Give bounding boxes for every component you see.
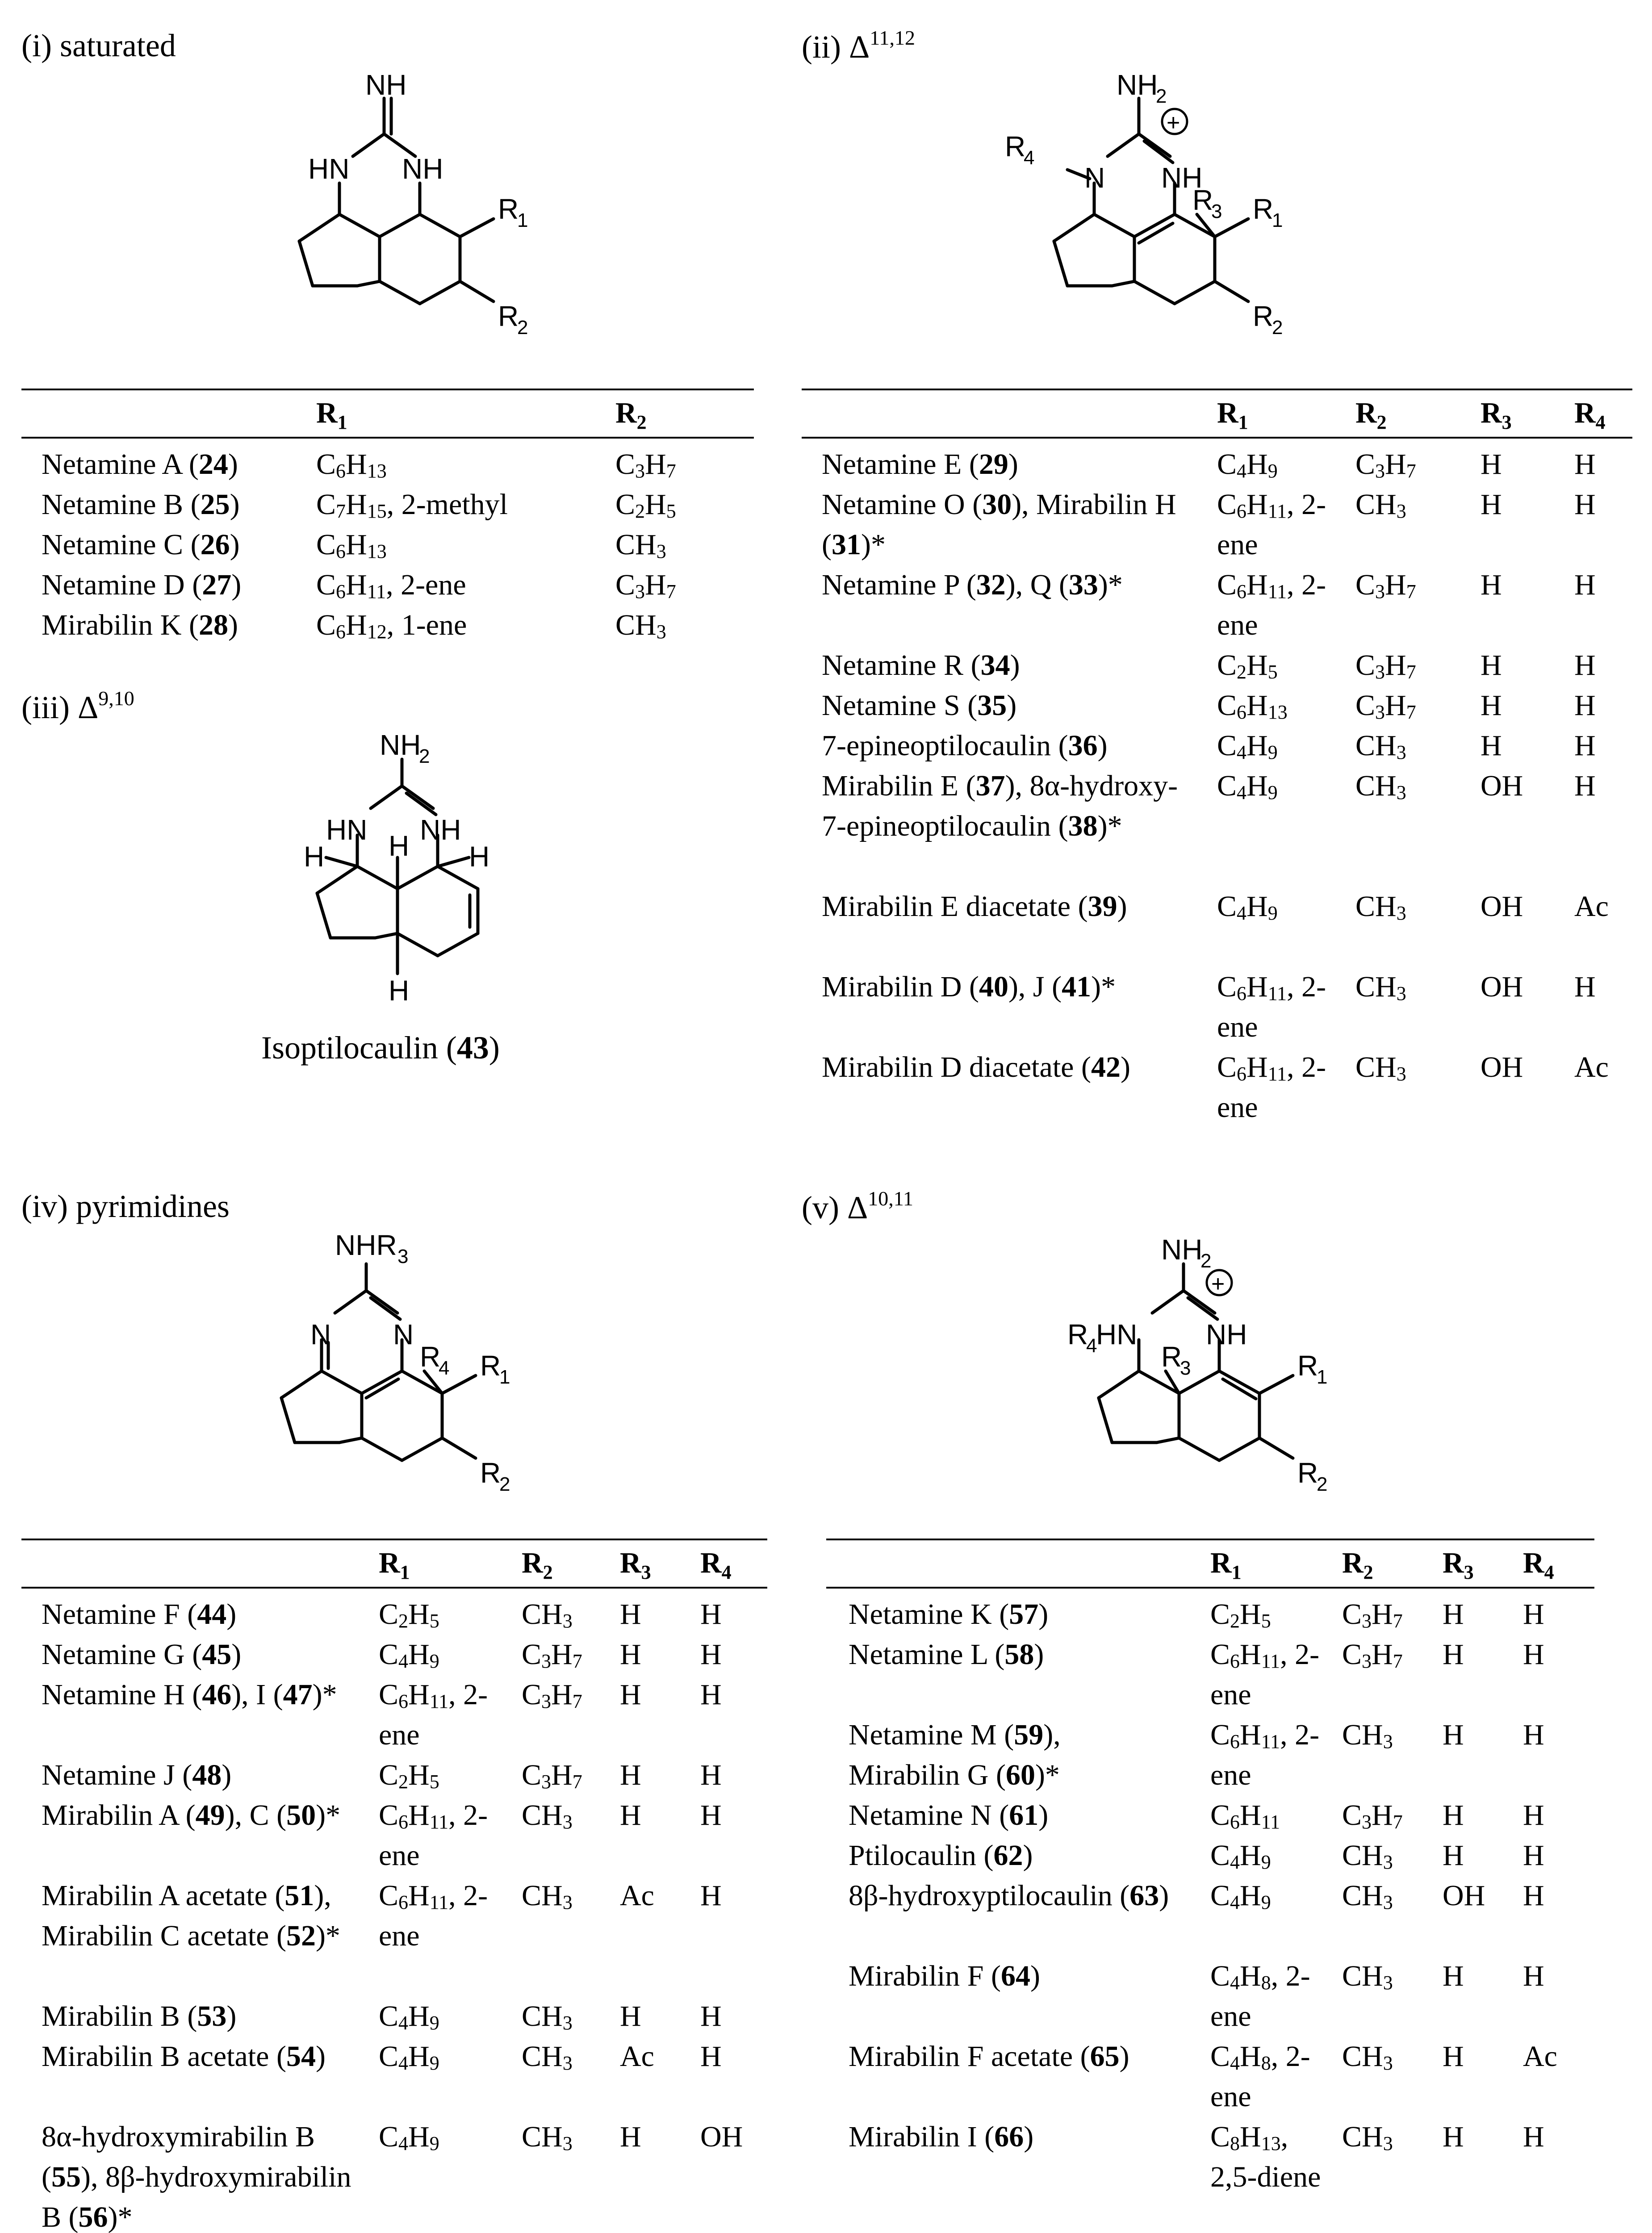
section-title-iv: (iv) pyrimidines xyxy=(21,1188,230,1224)
svg-text:R: R xyxy=(1161,1341,1182,1373)
cell-r3: H xyxy=(1481,649,1502,682)
cell-r1: $C_4H_9$ xyxy=(1217,890,1278,924)
svg-text:3: 3 xyxy=(397,1246,409,1267)
cell-r3: H xyxy=(620,2120,641,2153)
cell-r3: H xyxy=(1481,569,1502,601)
section-title-iii: (iii) Δ$^{9,10}$ xyxy=(21,687,134,725)
compound-name: Mirabilin E diacetate (39) xyxy=(822,890,1127,923)
cell-r4: H xyxy=(1574,689,1596,722)
cell-r4: H xyxy=(700,1638,722,1671)
svg-text:3: 3 xyxy=(1211,201,1222,222)
cell-r2: $C_3H_7$ xyxy=(522,1678,582,1712)
cell-r2: $C_3H_7$ xyxy=(615,448,676,482)
table-row xyxy=(826,2117,1594,2233)
svg-text:NH: NH xyxy=(402,153,443,185)
cell-r1: $C_6H_{11}$, 2-ene xyxy=(316,569,466,602)
table-top-rule xyxy=(802,389,1632,390)
cell-r3: OH xyxy=(1481,769,1523,802)
column-header-r1: $R_1$ xyxy=(316,397,347,434)
svg-text:H: H xyxy=(389,974,410,1007)
svg-text:2: 2 xyxy=(1272,317,1283,339)
cell-r2: $CH_3$ xyxy=(1342,2040,1393,2074)
cell-r1: $C_6H_{11}$ xyxy=(1210,1799,1280,1833)
cell-r2: $CH_3$ xyxy=(615,528,666,562)
svg-text:NHR: NHR xyxy=(335,1229,397,1261)
cell-r1: $C_6H_{12}$, 1-ene xyxy=(316,609,467,643)
svg-text:NH: NH xyxy=(1161,162,1203,194)
table-row xyxy=(826,1594,1594,1635)
cell-r4: H xyxy=(1574,970,1596,1003)
cell-r3: H xyxy=(620,1799,641,1832)
column-header-r1: $R_1$ xyxy=(1217,397,1248,434)
column-header-r2: $R_2$ xyxy=(522,1547,553,1584)
cell-r1: $C_4H_9$ xyxy=(379,2120,439,2154)
cell-r4: H xyxy=(1523,1839,1544,1872)
compound-name: Netamine C (26) xyxy=(42,528,240,561)
cell-r4: H xyxy=(700,1799,722,1832)
cell-r1: $C_6H_{11}$, 2-ene xyxy=(1217,488,1326,561)
cell-r3: Ac xyxy=(620,2040,654,2073)
svg-text:2: 2 xyxy=(499,1473,510,1495)
table-row xyxy=(826,1715,1594,1795)
compound-name: Mirabilin D diacetate (42) xyxy=(822,1051,1130,1083)
table-row xyxy=(802,766,1632,887)
compound-name: Ptilocaulin (62) xyxy=(849,1839,1033,1872)
cell-r1: $C_4H_9$ xyxy=(379,2040,439,2074)
cell-r4: H xyxy=(1574,769,1596,802)
svg-text:2: 2 xyxy=(1156,85,1167,107)
svg-text:NH: NH xyxy=(420,814,461,846)
cell-r3: H xyxy=(1443,1638,1464,1671)
compound-name: Netamine D (27) xyxy=(42,569,242,601)
table-pyrimidines xyxy=(21,1539,767,2233)
table-row xyxy=(21,1594,767,1635)
table-delta-11-12 xyxy=(802,389,1632,1148)
cell-r4: H xyxy=(1523,1598,1544,1631)
structure-delta-11-12 xyxy=(1005,71,1362,357)
cell-r3: H xyxy=(620,1759,641,1791)
cell-r4: H xyxy=(1574,488,1596,521)
compound-name: Netamine H (46), I (47)* xyxy=(42,1678,337,1711)
svg-text:H: H xyxy=(389,830,410,862)
cell-r4: H xyxy=(700,2040,722,2073)
cell-r3: H xyxy=(1443,1839,1464,1872)
compound-name: Mirabilin A acetate (51), Mirabilin C acetate (52)* xyxy=(42,1879,340,1952)
svg-text:R: R xyxy=(498,193,519,225)
svg-text:R: R xyxy=(1253,300,1274,332)
compound-name: 7-epineoptilocaulin (36) xyxy=(822,729,1108,762)
svg-text:1: 1 xyxy=(1272,209,1283,231)
cell-r1: $C_2H_5$ xyxy=(1217,649,1278,683)
cell-r4: H xyxy=(1523,1879,1544,1912)
table-top-rule xyxy=(21,389,754,390)
table-row xyxy=(802,686,1632,726)
cell-r3: H xyxy=(1481,729,1502,762)
cell-r1: $C_2H_5$ xyxy=(379,1759,439,1793)
svg-text:+: + xyxy=(1211,1271,1225,1297)
cell-r2: $C_3H_7$ xyxy=(522,1638,582,1672)
compound-name: 8α-hydroxymirabilin B (55), 8β-hydroxymirabilin B (56)* xyxy=(42,2120,351,2233)
cell-r4: Ac xyxy=(1523,2040,1557,2073)
cell-r2: $CH_3$ xyxy=(1355,769,1406,803)
cell-r4: H xyxy=(700,1598,722,1631)
svg-text:+: + xyxy=(1167,110,1180,136)
cell-r2: $C_3H_7$ xyxy=(1342,1598,1403,1632)
compound-name: Netamine O (30), Mirabilin H (31)* xyxy=(822,488,1176,561)
svg-text:NH: NH xyxy=(1117,69,1158,101)
cell-r4: OH xyxy=(700,2120,743,2153)
svg-text:R: R xyxy=(1192,184,1213,216)
table-row xyxy=(21,1996,767,2036)
cell-r3: H xyxy=(1443,2120,1464,2153)
cell-r4: H xyxy=(1574,729,1596,762)
cell-r2: $C_3H_7$ xyxy=(522,1759,582,1793)
svg-text:HN: HN xyxy=(308,153,350,185)
cell-r4: H xyxy=(1574,569,1596,601)
table-delta-10-11 xyxy=(826,1539,1594,2233)
table-row xyxy=(826,1956,1594,2036)
svg-text:2: 2 xyxy=(1200,1250,1212,1272)
svg-text:R: R xyxy=(480,1350,501,1382)
svg-text:H: H xyxy=(304,841,325,873)
cell-r3: H xyxy=(1443,1598,1464,1631)
svg-text:1: 1 xyxy=(499,1366,510,1388)
cell-r1: $C_6H_{11}$, 2-ene xyxy=(379,1678,488,1751)
table-row xyxy=(826,1876,1594,1956)
cell-r3: H xyxy=(620,1598,641,1631)
svg-text:NH: NH xyxy=(1161,1234,1203,1266)
table-row xyxy=(826,2036,1594,2117)
table-row xyxy=(21,565,754,605)
cell-r1: $C_6H_{13}$ xyxy=(316,448,387,482)
cell-r3: H xyxy=(1481,488,1502,521)
svg-text:R: R xyxy=(1297,1350,1318,1382)
cell-r2: $C_3H_7$ xyxy=(1342,1638,1403,1672)
cell-r4: H xyxy=(700,1678,722,1711)
cell-r1: $C_6H_{11}$, 2-ene xyxy=(1217,1051,1326,1124)
svg-text:H: H xyxy=(469,841,490,873)
compound-name: Netamine F (44) xyxy=(42,1598,237,1631)
compound-name: Mirabilin F (64) xyxy=(849,1960,1040,1992)
table-header-rule xyxy=(826,1587,1594,1589)
table-row xyxy=(802,485,1632,565)
compound-name: Netamine R (34) xyxy=(822,649,1020,682)
structure-pyrimidine xyxy=(232,1228,572,1514)
svg-text:4: 4 xyxy=(439,1357,450,1379)
table-row xyxy=(826,1635,1594,1715)
cell-r3: H xyxy=(1481,448,1502,481)
cell-r2: $C_3H_7$ xyxy=(615,569,676,602)
cell-r1: $C_4H_9$ xyxy=(1217,729,1278,763)
table-row xyxy=(802,444,1632,485)
cell-r1: $C_4H_8$, 2-ene xyxy=(1210,2040,1310,2113)
column-header-r1: $R_1$ xyxy=(379,1547,410,1584)
svg-text:2: 2 xyxy=(419,745,430,767)
cell-r2: $CH_3$ xyxy=(1355,1051,1406,1085)
cell-r2: $CH_3$ xyxy=(1355,970,1406,1004)
svg-text:2: 2 xyxy=(1317,1473,1328,1495)
svg-text:4: 4 xyxy=(1024,147,1035,169)
svg-text:NH: NH xyxy=(365,69,407,101)
table-row xyxy=(802,645,1632,686)
cell-r3: H xyxy=(1481,689,1502,722)
compound-name: Mirabilin F acetate (65) xyxy=(849,2040,1129,2073)
cell-r3: H xyxy=(1443,1960,1464,1992)
compound-name: Mirabilin K (28) xyxy=(42,609,238,641)
compound-name: 8β-hydroxyptilocaulin (63) xyxy=(849,1879,1169,1912)
column-header-r4: $R_4$ xyxy=(1523,1547,1554,1584)
table-row xyxy=(21,2117,767,2233)
structure-delta-10-11 xyxy=(1050,1228,1389,1514)
svg-text:R: R xyxy=(480,1457,501,1489)
cell-r3: H xyxy=(1443,2040,1464,2073)
table-row xyxy=(21,525,754,565)
cell-r2: $C_3H_7$ xyxy=(1355,448,1416,482)
cell-r4: H xyxy=(1523,2120,1544,2153)
cell-r2: $CH_3$ xyxy=(1355,890,1406,924)
cell-r3: H xyxy=(620,1638,641,1671)
cell-r1: $C_4H_9$ xyxy=(1210,1879,1271,1913)
svg-text:4: 4 xyxy=(1086,1335,1097,1357)
cell-r2: $CH_3$ xyxy=(522,1598,573,1632)
column-header-r4: $R_4$ xyxy=(1574,397,1606,434)
section-title-ii: (ii) Δ$^{11,12}$ xyxy=(802,26,916,65)
section-title-i: (i) saturated xyxy=(21,28,176,63)
cell-r4: Ac xyxy=(1574,890,1609,923)
table-row xyxy=(802,1047,1632,1128)
table-row xyxy=(802,887,1632,967)
cell-r2: $CH_3$ xyxy=(522,1879,573,1913)
table-row xyxy=(21,1755,767,1795)
cell-r2: $CH_3$ xyxy=(615,609,666,643)
svg-text:N: N xyxy=(393,1318,414,1351)
column-header-r1: $R_1$ xyxy=(1210,1547,1242,1584)
cell-r4: H xyxy=(1523,1638,1544,1671)
cell-r2: $CH_3$ xyxy=(1342,1839,1393,1873)
cell-r2: $C_3H_7$ xyxy=(1355,569,1416,602)
column-header-r3: $R_3$ xyxy=(1481,397,1512,434)
cell-r3: OH xyxy=(1481,970,1523,1003)
cell-r2: $CH_3$ xyxy=(522,1799,573,1833)
svg-text:1: 1 xyxy=(517,209,528,231)
compound-name: Netamine N (61) xyxy=(849,1799,1049,1832)
compound-name: Netamine E (29) xyxy=(822,448,1018,481)
compound-name: Netamine L (58) xyxy=(849,1638,1044,1671)
cell-r2: $C_2H_5$ xyxy=(615,488,676,522)
table-row xyxy=(826,1795,1594,1836)
svg-text:N: N xyxy=(310,1318,331,1351)
cell-r4: Ac xyxy=(1574,1051,1609,1083)
svg-text:R: R xyxy=(1297,1457,1318,1489)
compound-name: Mirabilin I (66) xyxy=(849,2120,1034,2153)
cell-r2: $C_3H_7$ xyxy=(1355,649,1416,683)
compound-name: Netamine K (57) xyxy=(849,1598,1049,1631)
column-header-r4: $R_4$ xyxy=(700,1547,732,1584)
cell-r1: $C_4H_9$ xyxy=(379,1638,439,1672)
cell-r3: OH xyxy=(1443,1879,1485,1912)
cell-r4: H xyxy=(1523,1960,1544,1992)
caption-isoptilocaulin: Isoptilocaulin (43) xyxy=(261,1030,500,1066)
compound-name: Mirabilin D (40), J (41)* xyxy=(822,970,1116,1003)
svg-text:3: 3 xyxy=(1180,1357,1191,1379)
cell-r1: $C_4H_8$, 2-ene xyxy=(1210,1960,1310,2032)
cell-r1: $C_6H_{11}$, 2-ene xyxy=(1210,1638,1320,1711)
table-saturated xyxy=(21,389,754,643)
cell-r4: H xyxy=(1523,1799,1544,1832)
cell-r4: H xyxy=(700,1759,722,1791)
compound-name: Netamine J (48) xyxy=(42,1759,232,1791)
column-header-r3: $R_3$ xyxy=(1443,1547,1474,1584)
compound-name: Mirabilin A (49), C (50)* xyxy=(42,1799,341,1832)
compound-name: Netamine B (25) xyxy=(42,488,240,521)
svg-text:R: R xyxy=(1067,1318,1088,1351)
cell-r1: $C_4H_9$ xyxy=(379,2000,439,2034)
cell-r3: H xyxy=(1443,1799,1464,1832)
svg-text:R: R xyxy=(1253,193,1274,225)
cell-r4: H xyxy=(1523,1719,1544,1751)
structure-saturated xyxy=(250,71,581,357)
table-row xyxy=(21,485,754,525)
table-row xyxy=(21,444,754,485)
compound-name: Mirabilin B (53) xyxy=(42,2000,237,2032)
table-row xyxy=(802,967,1632,1047)
table-top-rule xyxy=(826,1539,1594,1540)
column-header-r2: $R_2$ xyxy=(615,397,647,434)
column-header-r2: $R_2$ xyxy=(1342,1547,1373,1584)
cell-r1: $C_6H_{13}$ xyxy=(1217,689,1288,723)
cell-r2: $CH_3$ xyxy=(1342,1879,1393,1913)
cell-r2: $CH_3$ xyxy=(522,2120,573,2154)
cell-r1: $C_6H_{11}$, 2-ene xyxy=(379,1879,488,1952)
cell-r1: $C_4H_9$ xyxy=(1210,1839,1271,1873)
cell-r1: $C_8H_{13}$, 2,5-diene xyxy=(1210,2120,1321,2193)
table-row xyxy=(21,1675,767,1755)
svg-text:R: R xyxy=(1005,130,1026,163)
table-row xyxy=(802,565,1632,645)
cell-r4: H xyxy=(700,1879,722,1912)
table-row xyxy=(21,1635,767,1675)
compound-name: Mirabilin E (37), 8α-hydroxy-7-epineoptilocaulin (38)* xyxy=(822,769,1178,842)
table-header-rule xyxy=(802,437,1632,439)
compound-name: Netamine G (45) xyxy=(42,1638,242,1671)
compound-name: Netamine S (35) xyxy=(822,689,1017,722)
table-header-rule xyxy=(21,1587,767,1589)
svg-text:HN: HN xyxy=(1096,1318,1138,1351)
cell-r1: $C_6H_{11}$, 2-ene xyxy=(1217,970,1326,1043)
table-header-rule xyxy=(21,437,754,439)
cell-r2: $CH_3$ xyxy=(1342,1960,1393,1994)
cell-r1: $C_6H_{11}$, 2-ene xyxy=(379,1799,488,1872)
cell-r2: $CH_3$ xyxy=(1355,488,1406,522)
svg-text:1: 1 xyxy=(1317,1366,1328,1388)
cell-r3: H xyxy=(620,1678,641,1711)
cell-r1: $C_6H_{13}$ xyxy=(316,528,387,562)
svg-text:NH: NH xyxy=(1206,1318,1247,1351)
svg-text:R: R xyxy=(498,300,519,332)
table-top-rule xyxy=(21,1539,767,1540)
svg-text:N: N xyxy=(1084,162,1105,194)
cell-r3: H xyxy=(620,2000,641,2032)
section-title-v: (v) Δ$^{10,11}$ xyxy=(802,1187,914,1225)
cell-r1: $C_2H_5$ xyxy=(379,1598,439,1632)
cell-r4: H xyxy=(1574,448,1596,481)
structure-isoptilocaulin xyxy=(268,723,554,1036)
cell-r3: OH xyxy=(1481,890,1523,923)
column-header-r3: $R_3$ xyxy=(620,1547,651,1584)
cell-r2: $CH_3$ xyxy=(1342,2120,1393,2154)
compound-name: Mirabilin B acetate (54) xyxy=(42,2040,326,2073)
cell-r2: $CH_3$ xyxy=(1355,729,1406,763)
cell-r1: $C_2H_5$ xyxy=(1210,1598,1271,1632)
cell-r2: $CH_3$ xyxy=(522,2000,573,2034)
cell-r3: Ac xyxy=(620,1879,654,1912)
cell-r1: $C_7H_{15}$, 2-methyl xyxy=(316,488,508,522)
cell-r4: H xyxy=(700,2000,722,2032)
cell-r3: OH xyxy=(1481,1051,1523,1083)
cell-r4: H xyxy=(1574,649,1596,682)
cell-r2: $CH_3$ xyxy=(522,2040,573,2074)
compound-name: Netamine P (32), Q (33)* xyxy=(822,569,1123,601)
cell-r1: $C_6H_{11}$, 2-ene xyxy=(1210,1719,1320,1791)
cell-r1: $C_4H_9$ xyxy=(1217,769,1278,803)
cell-r1: $C_6H_{11}$, 2-ene xyxy=(1217,569,1326,641)
cell-r2: $C_3H_7$ xyxy=(1355,689,1416,723)
cell-r2: $CH_3$ xyxy=(1342,1719,1393,1752)
cell-r2: $C_3H_7$ xyxy=(1342,1799,1403,1833)
cell-r1: $C_4H_9$ xyxy=(1217,448,1278,482)
table-row xyxy=(21,1795,767,1876)
cell-r3: H xyxy=(1443,1719,1464,1751)
table-row xyxy=(802,726,1632,766)
svg-text:2: 2 xyxy=(517,317,528,339)
table-row xyxy=(21,2036,767,2117)
svg-text:NH: NH xyxy=(380,729,421,761)
compound-name: Netamine M (59), Mirabilin G (60)* xyxy=(849,1719,1061,1791)
svg-text:HN: HN xyxy=(326,814,368,846)
column-header-r2: $R_2$ xyxy=(1355,397,1387,434)
compound-name: Netamine A (24) xyxy=(42,448,238,481)
svg-text:R: R xyxy=(420,1341,441,1373)
table-row xyxy=(826,1836,1594,1876)
table-row xyxy=(21,605,754,645)
table-row xyxy=(21,1876,767,1996)
